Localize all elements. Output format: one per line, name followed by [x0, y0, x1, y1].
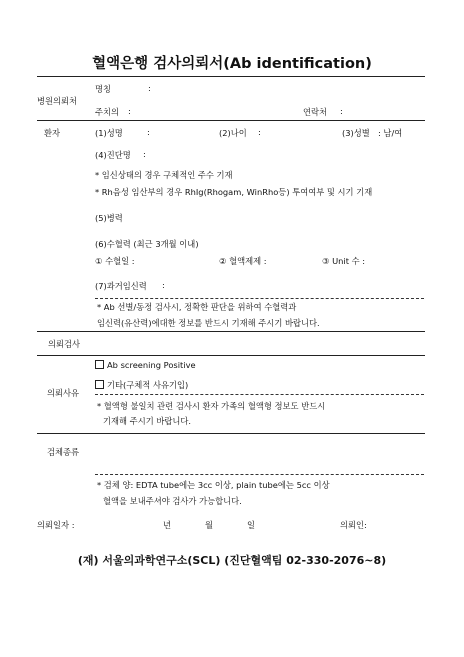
dashed-divider — [95, 394, 424, 395]
colon: : — [340, 106, 343, 116]
colon: : — [128, 106, 131, 116]
option-other[interactable]: 기타(구체적 사유기입) — [95, 379, 188, 391]
section-label-request-reason: 의뢰사유 — [47, 388, 80, 398]
divider — [37, 433, 425, 434]
footer-lab-info: (재) 서울의과학연구소(SCL) (진단혈액팀 02-330-2076~8) — [77, 554, 387, 567]
patient-name-label: (1)성명 — [95, 128, 123, 138]
colon: : — [162, 280, 165, 290]
section-label-patient: 환자 — [44, 128, 61, 138]
divider — [37, 120, 425, 121]
transfusion-date-label: ① 수혈일 : — [95, 256, 135, 266]
patient-sex-options: : 남/여 — [378, 128, 403, 138]
note-pregnancy: * 임신상태의 경우 구체적인 주수 기재 — [95, 170, 233, 180]
year-label: 년 — [163, 520, 172, 530]
request-date-label: 의뢰일자 : — [37, 520, 75, 530]
section-label-hospital: 병원의뢰처 — [37, 96, 78, 106]
patient-age-label: (2)나이 — [219, 128, 247, 138]
notice-line-2: 임신력(유산력)에대한 정보를 반드시 기재해 주시기 바랍니다. — [97, 318, 320, 328]
reason-note-line-2: 기재해 주시기 바랍니다. — [103, 416, 192, 426]
specimen-note-line-1: * 검체 양: EDTA tube에는 3cc 이상, plain tube에는 5cc 이상 — [97, 480, 330, 490]
history-label: (5)병력 — [95, 213, 123, 223]
transfusion-label: (6)수혈력 (최근 3개월 이내) — [95, 239, 199, 249]
dashed-divider — [95, 474, 424, 475]
colon: : — [148, 83, 151, 93]
patient-sex-label: (3)성별 — [342, 128, 370, 138]
colon: : — [258, 127, 261, 137]
page-title: 혈액은행 검사의뢰서(Ab identification) — [92, 56, 372, 72]
transfusion-product-label: ② 혈액제제 : — [219, 256, 267, 266]
checkbox[interactable] — [95, 360, 104, 369]
option-ab-screening[interactable]: Ab screening Positive — [95, 360, 196, 370]
section-label-specimen: 검체종류 — [47, 447, 80, 457]
dashed-divider — [95, 298, 424, 299]
contact-label: 연락처 — [303, 107, 328, 117]
hospital-name-label: 명칭 — [95, 84, 112, 94]
divider — [37, 355, 425, 356]
reason-note-line-1: * 혈액형 불일치 관련 검사시 환자 가족의 혈액형 정보도 반드시 — [97, 401, 326, 411]
checkbox[interactable] — [95, 380, 104, 389]
notice-line-1: * Ab 선별/동정 검사시, 정확한 판단을 위하여 수혈력과 — [97, 302, 297, 312]
divider — [37, 331, 425, 332]
note-rh: * Rh음성 임산부의 경우 RhIg(Rhogam, WinRho등) 투여여부 및 시기 기재 — [95, 187, 373, 197]
month-label: 월 — [205, 520, 214, 530]
requester-label: 의뢰인: — [340, 520, 367, 530]
colon: : — [147, 127, 150, 137]
day-label: 일 — [247, 520, 256, 530]
transfusion-units-label: ③ Unit 수 : — [322, 256, 366, 266]
specimen-note-line-2: 혈액을 보내주셔야 검사가 가능합니다. — [103, 496, 242, 506]
section-label-request-test: 의뢰검사 — [48, 339, 81, 349]
diagnosis-label: (4)진단명 — [95, 150, 131, 160]
doctor-label: 주치의 — [95, 107, 120, 117]
past-pregnancy-label: (7)과거임신력 — [95, 281, 147, 291]
colon: : — [143, 149, 146, 159]
divider — [37, 76, 425, 77]
